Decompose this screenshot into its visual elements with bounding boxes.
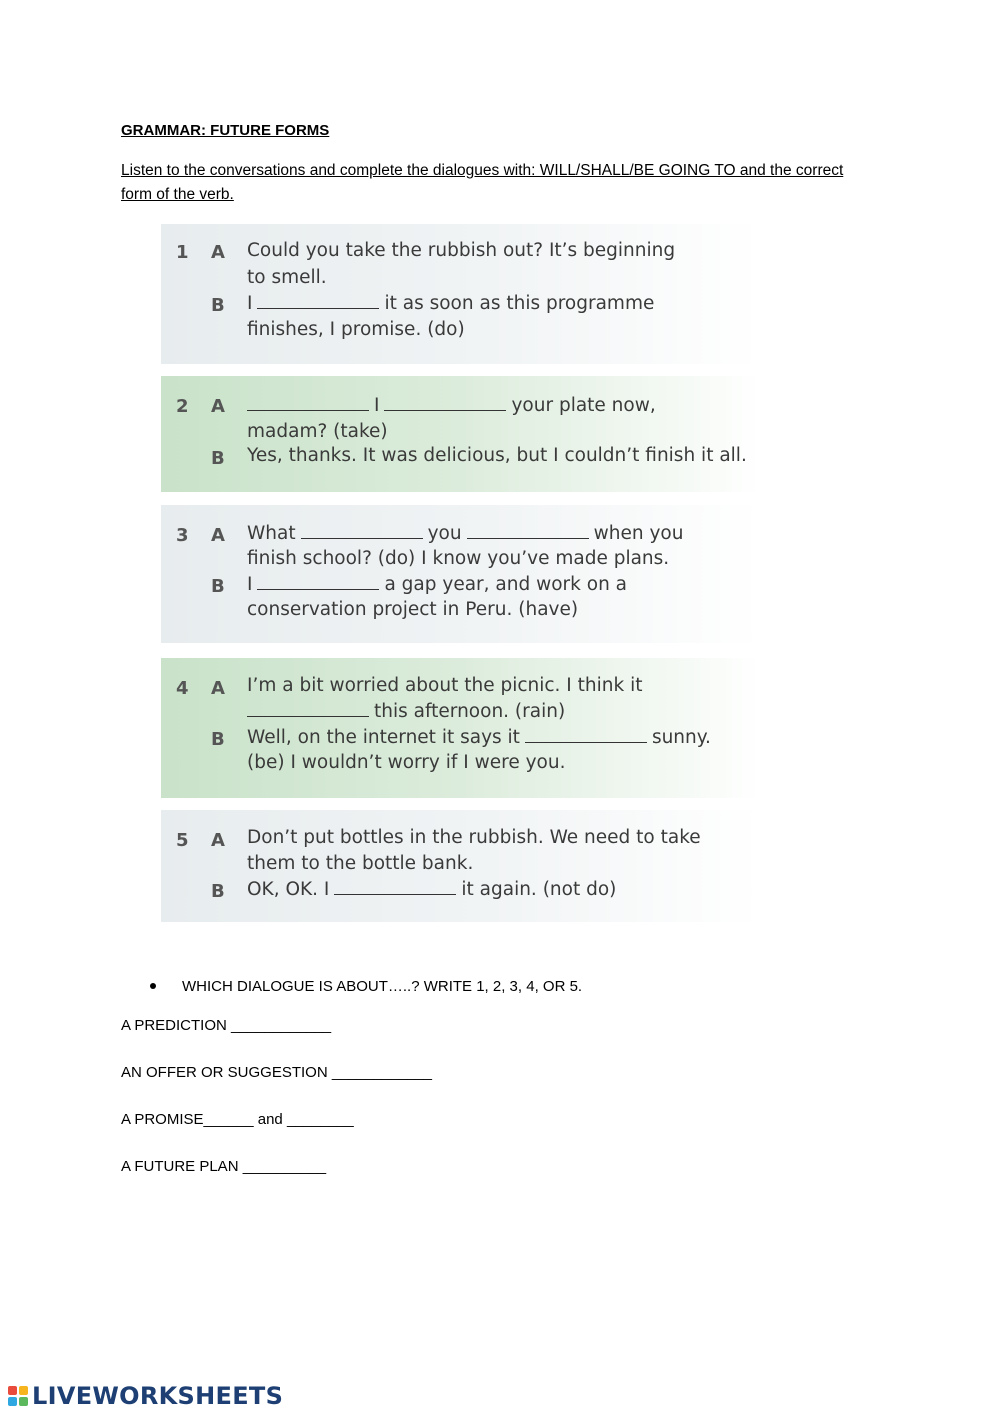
logo-square [8, 1397, 17, 1406]
dialogue-line: madam? (take) [247, 421, 388, 442]
dialogue-2 [161, 376, 761, 492]
question-prediction[interactable]: A PREDICTION ____________ [121, 1017, 332, 1034]
speaker-label: B [211, 881, 225, 902]
line-text: a gap year, and work on a [384, 574, 628, 595]
dialogue-line: Could you take the rubbish out? It’s beginning [247, 240, 676, 261]
dialogue-line [247, 394, 656, 416]
answer-blank[interactable] [384, 394, 506, 411]
dialogue-line: them to the bottle bank. [247, 853, 474, 874]
line-text: your plate now, [511, 395, 656, 416]
answer-blank[interactable] [257, 292, 379, 309]
question-offer[interactable]: AN OFFER OR SUGGESTION ____________ [121, 1064, 432, 1081]
answer-blank[interactable] [301, 522, 423, 539]
dialogue-line [247, 573, 627, 595]
logo-square [19, 1397, 28, 1406]
line-text: it again. (not do) [461, 879, 617, 900]
logo-icon [8, 1386, 28, 1406]
dialogue-3 [161, 505, 761, 643]
dialogue-1 [161, 224, 761, 364]
speaker-label: A [211, 678, 225, 699]
dialogue-line: I’m a bit worried about the picnic. I think it [247, 675, 643, 696]
liveworksheets-logo [8, 1382, 283, 1410]
answer-blank[interactable] [525, 726, 647, 743]
speaker-label: A [211, 525, 225, 546]
dialogue-line: Don’t put bottles in the rubbish. We need to take [247, 827, 701, 848]
dialogue-line: finish school? (do) I know you’ve made plans. [247, 548, 670, 569]
speaker-label: B [211, 729, 225, 750]
dialogue-line [247, 292, 654, 314]
question-prompt: WHICH DIALOGUE IS ABOUT…..? WRITE 1, 2, 3, 4, OR 5. [182, 978, 583, 995]
line-text: you [427, 523, 462, 544]
speaker-label: A [211, 242, 225, 263]
dialogue-5 [161, 810, 761, 922]
dialogue-line [247, 878, 616, 900]
dialogue-number: 3 [176, 525, 189, 546]
line-text: What [247, 523, 296, 544]
dialogue-4 [161, 658, 761, 798]
question-future-plan[interactable]: A FUTURE PLAN __________ [121, 1158, 327, 1175]
answer-blank[interactable] [257, 573, 379, 590]
dialogue-line: Yes, thanks. It was delicious, but I couldn’t finish it all. [247, 445, 747, 466]
bullet-icon [150, 983, 156, 989]
speaker-label: B [211, 448, 225, 469]
logo-square [8, 1386, 17, 1395]
line-text: I [374, 395, 380, 416]
question-promise[interactable]: A PROMISE______ and ________ [121, 1111, 354, 1128]
answer-blank[interactable] [247, 700, 369, 717]
dialogue-line [247, 522, 683, 544]
dialogue-line [247, 726, 711, 748]
line-text: Well, on the internet it says it [247, 727, 520, 748]
answer-blank[interactable] [334, 878, 456, 895]
dialogue-line [247, 700, 565, 722]
dialogue-number: 5 [176, 830, 189, 851]
worksheet-title: GRAMMAR: FUTURE FORMS [121, 122, 330, 139]
logo-text: LIVEWORKSHEETS [32, 1382, 284, 1410]
dialogue-number: 2 [176, 396, 189, 417]
speaker-label: B [211, 576, 225, 597]
dialogue-number: 1 [176, 242, 189, 263]
line-text: it as soon as this programme [384, 293, 655, 314]
answer-blank[interactable] [467, 522, 589, 539]
line-text: I [247, 293, 253, 314]
speaker-label: A [211, 830, 225, 851]
dialogue-line: (be) I wouldn’t worry if I were you. [247, 752, 566, 773]
line-text: when you [593, 523, 684, 544]
instructions: Listen to the conversations and complete the dialogues with: WILL/SHALL/BE GOING TO and the correct form of the verb. [121, 162, 844, 203]
dialogue-line: conservation project in Peru. (have) [247, 599, 579, 620]
line-text: this afternoon. (rain) [374, 701, 566, 722]
dialogue-number: 4 [176, 678, 189, 699]
dialogue-line: to smell. [247, 267, 327, 288]
speaker-label: B [211, 295, 225, 316]
line-text: OK, OK. I [247, 879, 330, 900]
answer-blank[interactable] [247, 394, 369, 411]
speaker-label: A [211, 396, 225, 417]
dialogue-line: finishes, I promise. (do) [247, 319, 465, 340]
logo-square [19, 1386, 28, 1395]
line-text: sunny. [651, 727, 711, 748]
line-text: I [247, 574, 253, 595]
